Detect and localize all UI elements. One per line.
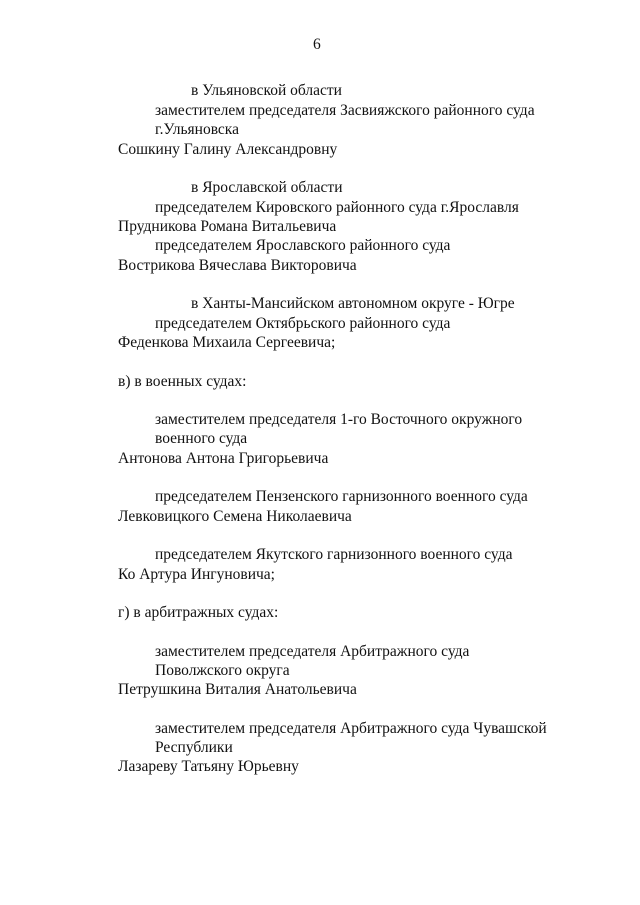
position-text: заместителем председателя Арбитражного суда [155, 643, 470, 660]
position-text: г.Ульяновска [155, 121, 239, 138]
appointee-name: Вострикова Вячеслава Викторовича [118, 257, 357, 274]
region-heading-yaroslavl: в Ярославской области [191, 179, 343, 196]
position-text: председателем Якутского гарнизонного военного суда [155, 546, 513, 563]
appointee-name: Ко Артура Ингуновича; [118, 566, 275, 583]
position-text: заместителем председателя Засвияжского районного суда [155, 102, 535, 119]
position-text: председателем Кировского районного суда г.Ярославля [155, 199, 519, 216]
section-heading-arbitration: г) в арбитражных судах: [118, 604, 279, 621]
position-text: председателем Пензенского гарнизонного военного суда [155, 488, 528, 505]
appointee-name: Прудникова Романа Витальевича [118, 218, 337, 235]
position-text: заместителем председателя 1-го Восточного окружного [155, 411, 523, 428]
appointee-name: Сошкину Галину Александровну [118, 141, 338, 158]
position-text: заместителем председателя Арбитражного суда Чувашской [155, 720, 547, 737]
section-heading-military: в) в военных судах: [118, 373, 247, 390]
appointee-name: Петрушкина Виталия Анатольевича [118, 681, 357, 698]
appointee-name: Левковицкого Семена Николаевича [118, 508, 352, 525]
position-text: Республики [155, 739, 233, 756]
region-heading-khmao: в Ханты-Мансийском автономном округе - Югре [191, 295, 515, 312]
position-text: Поволжского округа [155, 662, 290, 679]
region-heading-ulyanovsk: в Ульяновской области [191, 82, 342, 99]
page-number: 6 [313, 36, 321, 53]
position-text: председателем Октябрьского районного суда [155, 315, 451, 332]
appointee-name: Антонова Антона Григорьевича [118, 450, 329, 467]
position-text: председателем Ярославского районного суда [155, 237, 451, 254]
appointee-name: Феденкова Михаила Сергеевича; [118, 334, 336, 351]
position-text: военного суда [155, 430, 248, 447]
appointee-name: Лазареву Татьяну Юрьевну [118, 758, 299, 775]
